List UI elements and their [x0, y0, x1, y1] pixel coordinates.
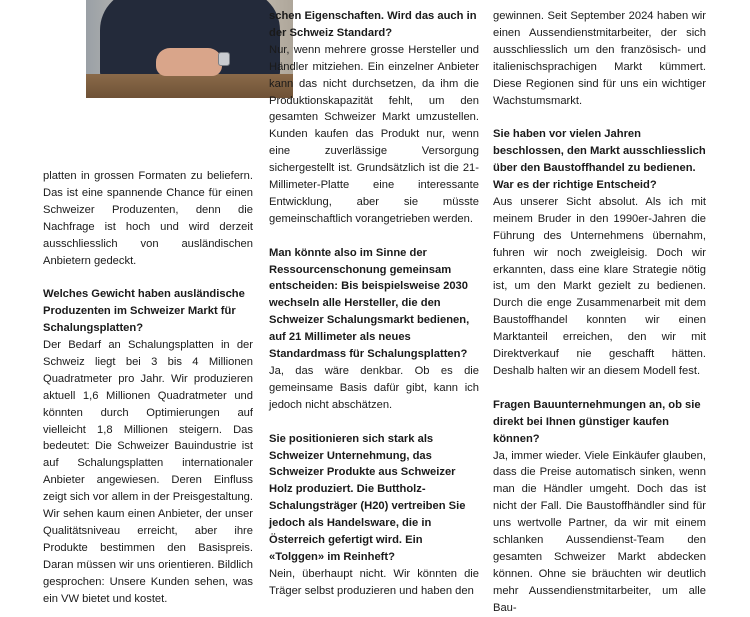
interview-answer: Aus unserer Sicht absolut. Als ich mit meinem Bruder in den 1990er-Jahren die Führung des Unternehmens übernahm, fuhren wir noch zweigleisig. Doch wir erkannten, dass eine klare Strategie nötig ist, um den Markt gezielt zu bedienen. Durch die enge Zusammenarbeit mit dem Baustoffhandel konnten wir einen Marktanteil erreichen, den wir mit Direktverkauf nie geschafft hätten. Deshalb halten wir an diesem Modell fest. — [493, 195, 706, 378]
interview-question: Man könnte also im Sinne der Ressourcenschonung gemeinsam entscheiden: Bis beispielsweise 2030 wechseln alle Hersteller, die den Schweizer Schalungsmarkt bedienen, auf 21 Millimeter als neues Standardmass für Schalungsplatten? — [269, 246, 470, 361]
interview-answer: gewinnen. Seit September 2024 haben wir einen Aussendienstmitarbeiter, der sich ausschliesslich um den französisch- und italienischsprachigen Markt kümmert. Diese Regionen sind für uns ein wichtiger Wachstumsmarkt. — [493, 10, 706, 107]
column-middle — [269, 8, 479, 600]
photo-watch — [218, 52, 230, 66]
portrait-photo — [86, 0, 293, 98]
interview-answer: Ja, das wäre denkbar. Ob es die gemeinsame Basis dafür gibt, kann ich jedoch nicht abschätzen. — [269, 365, 479, 411]
column-right — [493, 8, 706, 617]
interview-answer: Der Bedarf an Schalungsplatten in der Schweiz liegt bei 3 bis 4 Millionen Quadratmeter pro Jahr. Wir produzieren aktuell 1,6 Millionen Quadratmeter und könnten durch Optimierungen auf vielleicht 1,8 Millionen steigern. Das bedeutet: Die Schweizer Bauindustrie ist auf Schalungsplatten internationaler Anbieter angewiesen. Deren Einfluss zeigt sich vor allem in der Preisgestaltung. Wir sehen kaum einen Anbieter, der unser Qualitätsniveau erreicht, aber ihre Produkte bestimmen den Basispreis. Daran müssen wir uns orientieren. Bildlich gesprochen: Unsere Kunden sehen, was ein VW bietet und kostet. — [43, 339, 253, 605]
column-left-text — [43, 168, 253, 608]
interview-question: Welches Gewicht haben ausländische Produzenten im Schweizer Markt für Schalungsplatten? — [43, 288, 245, 335]
interview-answer: Nein, überhaupt nicht. Wir könnten die Träger selbst produzieren und haben den — [269, 567, 479, 597]
photo-table — [86, 74, 293, 98]
interview-answer: Ja, immer wieder. Viele Einkäufer glauben, dass die Preise automatisch sinken, wenn man die Händler umgeht. Doch das ist nicht der Fall. Die Baustoffhändler sind für uns wertvolle Partner, da wir mit einem schlanken Aussendienst-Team den gesamten Schweizer Markt abdecken können. Ohne sie bräuchten wir deutlich mehr Aussendienstmitarbeiter, um alle Bau- — [493, 449, 706, 614]
photo-folded-hands — [156, 48, 222, 76]
interview-question: schen Eigenschaften. Wird das auch in der Schweiz Standard? — [269, 10, 477, 39]
paragraph: platten in grossen Formaten zu beliefern. Das ist eine spannende Chance für einen Schweizer Produzenten, denn die Nachfrage ist hoch und wird derzeit ausschliesslich von ausländischen Anbietern gedeckt. — [43, 170, 253, 267]
interview-question: Sie positionieren sich stark als Schweizer Unternehmung, das Schweizer Produkte aus Schweizer Holz produziert. Die Buttholz-Schalungsträger (H20) vertreiben Sie jedoch als Handelsware, die in Österreich gefertigt wird. Ein «Tolggen» im Reinheft? — [269, 432, 466, 563]
interview-question: Fragen Bauunternehmungen an, ob sie direkt bei Ihnen günstiger kaufen können? — [493, 398, 701, 445]
interview-answer: Nur, wenn mehrere grosse Hersteller und Händler mitziehen. Ein einzelner Anbieter kann das nicht durchsetzen, da ihm die Produktionskapazität fehlt, um den gesamten Schweizer Markt umzustellen. Kunden kaufen das Produkt nur, wenn eine zuverlässige Versorgung sichergestellt ist. Grundsätzlich ist die 21-Millimeter-Platte eine interessante Entwicklung, aber sie müsste gemeinschaftlich vorangetrieben werden. — [269, 43, 479, 225]
interview-question: Sie haben vor vielen Jahren beschlossen, den Markt ausschliesslich über den Baustoffhandel zu bedienen. War es der richtige Entscheid? — [493, 128, 706, 192]
